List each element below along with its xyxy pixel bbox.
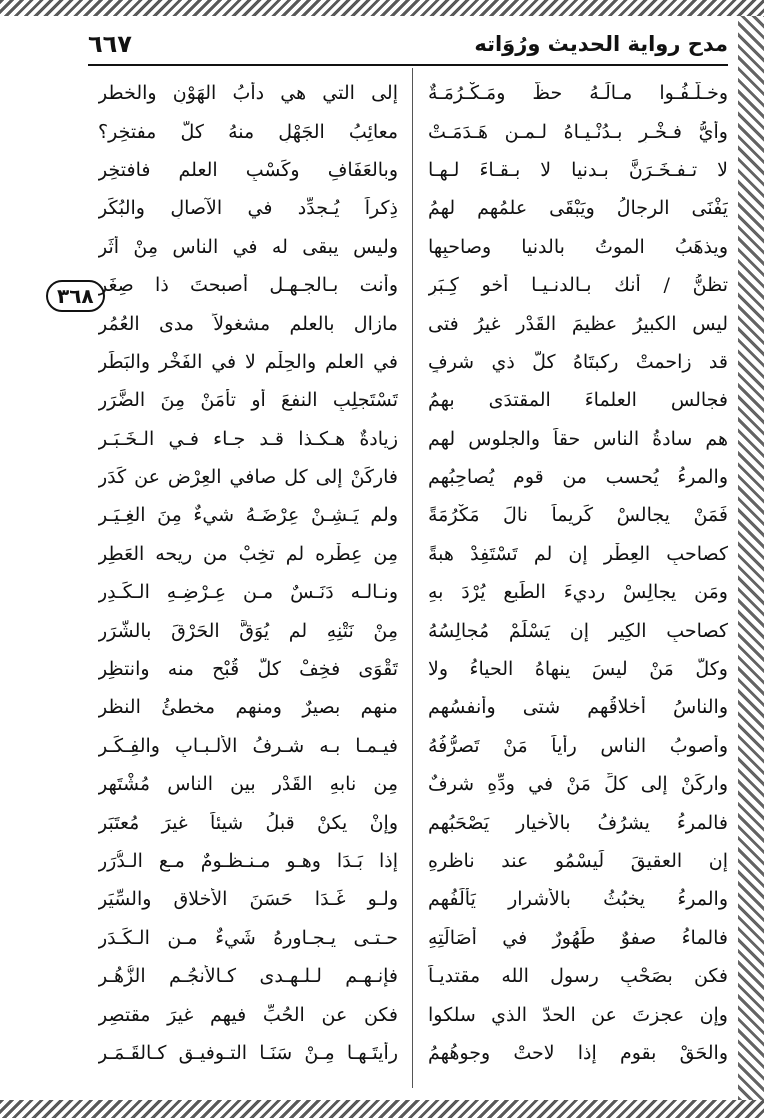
- verse-second-hemistich: وإنْ يكنْ قبلُ شيئاً غيرَ مُعتَبَرِ: [98, 811, 398, 834]
- right-ornamental-border: [738, 16, 764, 1100]
- verse-first-hemistich: وكلُّ مَنْ ليسَ ينهاهُ الحياءُ ولا: [428, 658, 728, 681]
- verse-first-hemistich: فالمرءُ يشرُفُ بالأخيار يَصْحَبُهم: [428, 811, 728, 834]
- verse-line: [98, 688, 728, 726]
- verse-second-hemistich: وأنت بـالجـهـل أصبحتَ ذا صِغَرِ: [98, 274, 398, 297]
- verse-first-hemistich: واركَنْ إلى كلِّ مَنْ في وِدِّهِ شرفٌ: [428, 773, 728, 796]
- verse-second-hemistich: إذا بَـدَا وهـو مـنـظـومٌ مـع الـدُّرَرِ: [98, 850, 398, 872]
- verse-line: [98, 151, 728, 189]
- verse-first-hemistich: فالماءُ صفوٌ طَهُورٌ في أصَالَتِهِ: [428, 926, 728, 949]
- verse-line: [98, 420, 728, 458]
- verse-second-hemistich: في العلم والحِلْمِ لا في الفَخْرِ والبَطَرِ: [98, 350, 398, 373]
- verse-first-hemistich: قد زاحمتْ ركبتَاهُ كلَّ ذي شرفٍ: [428, 350, 728, 373]
- verse-line: [98, 189, 728, 227]
- verse-first-hemistich: يَفْنَى الرجالُ ويَبْقَى علمُهم لهمُ: [428, 197, 728, 220]
- verse-first-hemistich: والناسُ أخلاقُهم شتى وأنفسُهم: [428, 696, 728, 719]
- page-header: [88, 30, 728, 64]
- verse-line: [98, 611, 728, 649]
- verse-second-hemistich: ذِكراً يُـجدِّد في الآصالِ والبُكَرِ: [98, 197, 398, 220]
- margin-reference-number: ٣٦٨: [46, 280, 105, 312]
- verse-second-hemistich: مِن عِطْرِه لم تخِبْ من ريحه العَطِرِ: [98, 542, 398, 565]
- verse-line: [98, 496, 728, 534]
- verse-line: [98, 842, 728, 880]
- verse-line: [98, 458, 728, 496]
- verse-second-hemistich: فكن عن الحُبِّ فيهم غيرَ مقتصِرِ: [98, 1003, 398, 1026]
- verse-line: [98, 228, 728, 266]
- verse-second-hemistich: تَقْوَى فخِفْ كلَّ قُبْحٍ منه وانتظِرِ: [98, 658, 398, 681]
- header-rule: [88, 64, 728, 66]
- verse-first-hemistich: ويذهَبُ الموتُ بالدنيا وصاحبِها: [428, 235, 728, 258]
- verse-first-hemistich: لا تـفـخَـرَنَّ بـدنيا لا بـقـاءَ لـهـا: [428, 158, 728, 181]
- verse-second-hemistich: فاركَنْ إلى كل صافي العِرْضِ عن كَدَرِ: [98, 466, 398, 489]
- verse-line: [98, 112, 728, 150]
- verse-line: [98, 727, 728, 765]
- verse-line: [98, 650, 728, 688]
- verse-line: [98, 880, 728, 918]
- verse-first-hemistich: وإن عجزتَ عن الحدّ الذي سلكوا: [428, 1003, 728, 1026]
- verse-second-hemistich: وليس يبقى له في الناس مِنْ أثَرِ: [98, 235, 398, 258]
- verse-line: [98, 573, 728, 611]
- verse-second-hemistich: رأيتَـهـا مِـنْ سَنَـا التـوفيـق كـالقَـمَـرِ: [98, 1041, 398, 1064]
- poem-body: [98, 74, 728, 1086]
- verse-first-hemistich: والمرءُ يُحسب من قوم يُصاحِبُهم: [428, 466, 728, 489]
- verse-second-hemistich: منهم بصيرٌ ومنهم مخطئُ النظرِ: [98, 696, 398, 719]
- verse-first-hemistich: وأصوبُ الناسِ رأياً مَنْ تَصرُّفُهُ: [428, 734, 728, 757]
- verse-line: [98, 266, 728, 304]
- verse-first-hemistich: فكن بصَحْبِ رسول الله مقتديـاً: [428, 965, 728, 988]
- verse-first-hemistich: فَمَنْ يجالسْ كَريماً نالَ مَكْرُمَةً: [428, 504, 728, 527]
- verse-line: [98, 343, 728, 381]
- verse-first-hemistich: ومَن يجالِسْ رديءَ الطَبعِ يُرْدَ بهِ: [428, 581, 728, 604]
- verse-second-hemistich: تَسْتَجلِبِ النفعَ أو تأمَنْ مِنَ الضَّرَرِ: [98, 389, 398, 412]
- verse-first-hemistich: هم سادةُ الناسِ حقاً والجلوس لهم: [428, 427, 728, 450]
- verse-line: [98, 381, 728, 419]
- verse-line: [98, 74, 728, 112]
- verse-first-hemistich: كصاحبِ الكِيرِ إن يَسْلَمْ مُجالِسُهُ: [428, 619, 728, 642]
- verse-first-hemistich: ليس الكبيرُ عظيمَ القَدْرِ غيرُ فتى: [428, 312, 728, 335]
- verse-line: [98, 919, 728, 957]
- top-ornamental-border: [0, 0, 764, 16]
- verse-second-hemistich: وبالعَفَافِ وكَسْبِ العلم فافتخِرِ: [98, 158, 398, 181]
- verse-line: [98, 765, 728, 803]
- verse-line: [98, 957, 728, 995]
- verse-first-hemistich: وأيُّ فـخْـرٍ بـدُنْـيـاهُ لـمـن هَـدَمَـتْ: [428, 120, 728, 143]
- page-number: ٦٦٧: [88, 30, 132, 58]
- verse-second-hemistich: فإنـهـم لـلـهـدى كـالأنجُـمِ الزُّهُـرِ: [98, 965, 398, 988]
- running-title: مدح رواية الحديث ورُوَاته: [474, 32, 728, 56]
- verse-second-hemistich: فيـمـا بـه شـرفُ الألـبـابِ والفِـكَـرِ: [98, 734, 398, 757]
- verse-second-hemistich: مازال بالعلم مشغولاً مدى العُمُرِ: [98, 312, 398, 335]
- verse-second-hemistich: إلى التي هي دأبُ الهَوْنِ والخطر: [98, 82, 398, 105]
- verse-second-hemistich: حـتـى يـجـاوِرهُ شَيءٌ مـن الـكَـدَرِ: [98, 926, 398, 949]
- verse-first-hemistich: كصاحبِ العِطْرِ إن لم تَسْتَفِدْ هبةً: [428, 542, 728, 565]
- bottom-ornamental-border: [0, 1100, 764, 1118]
- verse-first-hemistich: والمرءُ يخبُثُ بالأشرارِ يَأْلَفُهم: [428, 888, 728, 911]
- verse-second-hemistich: مِنْ نَتْنِهِ لم يُوَقَّ الحَرْقَ بالشَّرَرِ: [98, 619, 398, 642]
- verse-second-hemistich: ولـو غَـدَا حَسَنَ الأخلاقِ والسِّيَرِ: [98, 888, 398, 911]
- verse-line: [98, 995, 728, 1033]
- verse-second-hemistich: زيادةٌ هـكـذا قـد جـاء فـي الـخَـبَـرِ: [98, 427, 398, 450]
- verse-line: [98, 535, 728, 573]
- verse-first-hemistich: فجالسِ العلماءَ المقتدَى بهمُ: [428, 389, 728, 412]
- verse-second-hemistich: ونـالـه دَنَـسٌ مـن عِـرْضِـهِ الـكَـدِرِ: [98, 581, 398, 604]
- verse-second-hemistich: ولم يَـشِـنْ عِرْضَـهُ شيءٌ مِنَ الغِـيَـرِ: [98, 504, 398, 527]
- verse-first-hemistich: وخـلَّـفُـوا مـالَـهُ حظٌّ ومَـكْـرُمَـةٌ: [428, 82, 728, 105]
- verse-second-hemistich: معائِبُ الجَهْلِ منهُ كلَّ مفتخِرِ؟: [98, 120, 398, 143]
- verse-first-hemistich: تظنُّ / أنك بـالدنـيـا أخو كِـبَرٍ: [428, 274, 728, 297]
- verse-first-hemistich: والحَقْ بقومٍ إذا لاحتْ وجوهُهمُ: [428, 1041, 728, 1064]
- verse-line: [98, 803, 728, 841]
- verse-second-hemistich: مِن نابهِ القَدْرِ بين الناسِ مُشْتَهِرِ: [98, 773, 398, 796]
- verse-line: [98, 1034, 728, 1072]
- verse-line: [98, 304, 728, 342]
- verse-first-hemistich: إن العقيقَ لَيسْمُو عند ناظرِهِ: [428, 850, 728, 872]
